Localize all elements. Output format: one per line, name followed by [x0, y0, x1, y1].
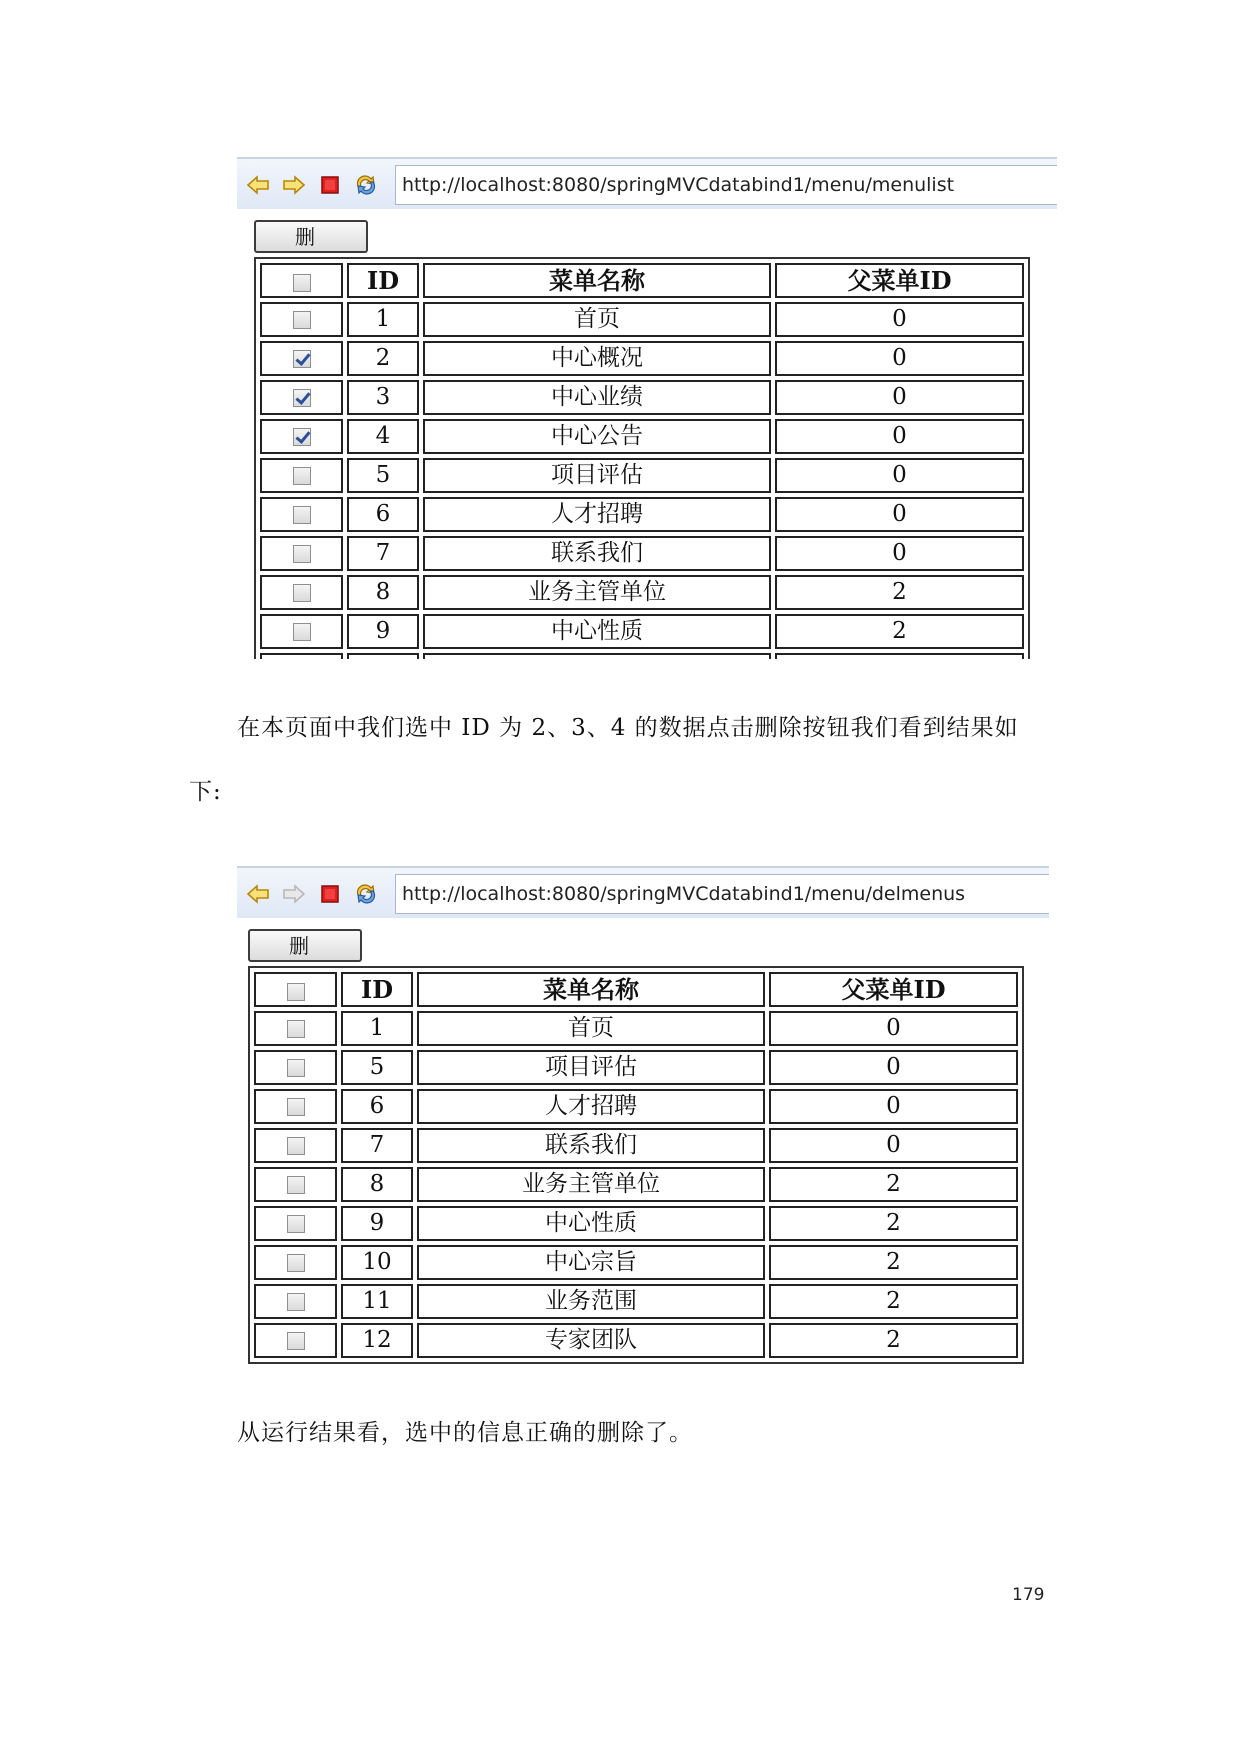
row-checkbox[interactable]: [287, 1020, 305, 1038]
stop-icon[interactable]: [317, 881, 343, 907]
row-id: 8: [347, 575, 419, 610]
row-parent-id: 0: [769, 1011, 1018, 1046]
header-parent-id: 父菜单ID: [775, 263, 1024, 298]
table-row: [254, 1245, 1018, 1280]
cut-cell: [347, 653, 419, 659]
row-checkbox[interactable]: [293, 545, 311, 563]
row-checkbox-cell[interactable]: [254, 1011, 337, 1046]
row-id: 5: [347, 458, 419, 493]
row-checkbox[interactable]: [293, 311, 311, 329]
header-name: 菜单名称: [417, 972, 765, 1007]
row-parent-id: 2: [769, 1167, 1018, 1202]
select-all-cell[interactable]: [254, 972, 337, 1007]
row-id: 9: [347, 614, 419, 649]
row-checkbox-cell[interactable]: [254, 1245, 337, 1280]
row-name: 中心业绩: [423, 380, 771, 415]
header-id: ID: [341, 972, 413, 1007]
cut-cell: [775, 653, 1024, 659]
row-name: 首页: [417, 1011, 765, 1046]
refresh-icon[interactable]: [353, 881, 379, 907]
forward-arrow-disabled-icon[interactable]: [281, 881, 307, 907]
address-bar[interactable]: http://localhost:8080/springMVCdatabind1/menu/menulist: [395, 165, 1057, 205]
row-checkbox-cell[interactable]: [254, 1284, 337, 1319]
row-checkbox-cell[interactable]: [260, 302, 343, 337]
row-parent-id: 0: [775, 302, 1024, 337]
row-parent-id: 0: [769, 1089, 1018, 1124]
row-checkbox[interactable]: [293, 506, 311, 524]
row-name: 中心概况: [423, 341, 771, 376]
row-checkbox-cell[interactable]: [260, 419, 343, 454]
row-parent-id: 0: [775, 380, 1024, 415]
table-row: [254, 1323, 1018, 1358]
row-name: 专家团队: [417, 1323, 765, 1358]
row-checkbox-cell[interactable]: [260, 497, 343, 532]
row-id: 12: [341, 1323, 413, 1358]
row-parent-id: 2: [775, 575, 1024, 610]
cut-cell: [260, 653, 343, 659]
row-name: 中心性质: [417, 1206, 765, 1241]
table-row-cut-off: [260, 653, 1024, 659]
row-id: 6: [347, 497, 419, 532]
table-row: [254, 1011, 1018, 1046]
row-parent-id: 0: [769, 1128, 1018, 1163]
stop-icon[interactable]: [317, 172, 343, 198]
browser-toolbar: [237, 866, 1049, 918]
row-parent-id: 2: [769, 1206, 1018, 1241]
row-id: 1: [347, 302, 419, 337]
cut-cell: [423, 653, 771, 659]
browser-toolbar: [237, 157, 1057, 209]
row-parent-id: 2: [769, 1284, 1018, 1319]
row-id: 7: [347, 536, 419, 571]
forward-arrow-icon[interactable]: [281, 172, 307, 198]
row-id: 7: [341, 1128, 413, 1163]
row-name: 业务主管单位: [417, 1167, 765, 1202]
row-checkbox-cell[interactable]: [260, 380, 343, 415]
paragraph-line-2: 下:: [189, 779, 222, 805]
row-id: 10: [341, 1245, 413, 1280]
table-header-row: [254, 972, 1018, 1007]
row-checkbox-cell[interactable]: [254, 1323, 337, 1358]
back-arrow-icon[interactable]: [245, 172, 271, 198]
row-name: 联系我们: [417, 1128, 765, 1163]
select-all-cell[interactable]: [260, 263, 343, 298]
row-checkbox[interactable]: [287, 1332, 305, 1350]
table-row: [260, 341, 1024, 376]
table-row: [254, 1089, 1018, 1124]
header-name: 菜单名称: [423, 263, 771, 298]
header-id: ID: [347, 263, 419, 298]
delete-button[interactable]: 删: [254, 220, 368, 253]
table-row: [254, 1284, 1018, 1319]
row-checkbox-cell[interactable]: [254, 1206, 337, 1241]
row-checkbox-cell[interactable]: [260, 575, 343, 610]
row-name: 中心宗旨: [417, 1245, 765, 1280]
row-checkbox[interactable]: [293, 584, 311, 602]
row-name: 首页: [423, 302, 771, 337]
select-all-checkbox[interactable]: [293, 274, 311, 292]
table-row: [260, 302, 1024, 337]
row-id: 9: [341, 1206, 413, 1241]
table-row: [260, 614, 1024, 649]
row-checkbox[interactable]: [287, 1293, 305, 1311]
row-name: 中心性质: [423, 614, 771, 649]
row-name: 项目评估: [423, 458, 771, 493]
table-row: [254, 1128, 1018, 1163]
row-checkbox[interactable]: [293, 623, 311, 641]
row-name: 业务范围: [417, 1284, 765, 1319]
row-parent-id: 0: [775, 419, 1024, 454]
table-row: [260, 419, 1024, 454]
back-arrow-icon[interactable]: [245, 881, 271, 907]
table-row: [260, 536, 1024, 571]
row-checkbox-cell[interactable]: [254, 1167, 337, 1202]
screenshot-menulist: [237, 157, 1057, 659]
row-name: 项目评估: [417, 1050, 765, 1085]
row-checkbox[interactable]: [287, 1215, 305, 1233]
row-id: 5: [341, 1050, 413, 1085]
paragraph-line-1: 在本页面中我们选中 ID 为 2、3、4 的数据点击删除按钮我们看到结果如: [237, 715, 1019, 741]
row-name: 人才招聘: [417, 1089, 765, 1124]
address-bar[interactable]: http://localhost:8080/springMVCdatabind1/menu/delmenus: [395, 874, 1049, 914]
table-row: [260, 497, 1024, 532]
row-id: 8: [341, 1167, 413, 1202]
refresh-icon[interactable]: [353, 172, 379, 198]
row-checkbox-cell[interactable]: [260, 536, 343, 571]
table-row: [260, 458, 1024, 493]
row-name: 业务主管单位: [423, 575, 771, 610]
row-checkbox-cell[interactable]: [254, 1089, 337, 1124]
row-id: 3: [347, 380, 419, 415]
row-name: 中心公告: [423, 419, 771, 454]
row-parent-id: 0: [775, 497, 1024, 532]
row-id: 6: [341, 1089, 413, 1124]
row-parent-id: 0: [769, 1050, 1018, 1085]
page-number: 179: [1012, 1585, 1045, 1605]
select-all-checkbox[interactable]: [287, 983, 305, 1001]
table-header-row: [260, 263, 1024, 298]
row-checkbox-checked[interactable]: [293, 389, 311, 407]
header-parent-id: 父菜单ID: [769, 972, 1018, 1007]
row-parent-id: 0: [775, 341, 1024, 376]
row-parent-id: 2: [769, 1245, 1018, 1280]
table-row: [254, 1206, 1018, 1241]
menu-table: [254, 257, 1030, 659]
row-name: 人才招聘: [423, 497, 771, 532]
table-row: [260, 575, 1024, 610]
row-checkbox[interactable]: [287, 1176, 305, 1194]
row-checkbox[interactable]: [293, 467, 311, 485]
row-checkbox-cell[interactable]: [260, 458, 343, 493]
row-checkbox[interactable]: [287, 1137, 305, 1155]
row-parent-id: 0: [775, 536, 1024, 571]
screenshot-delmenus: [237, 866, 1049, 1366]
row-parent-id: 0: [775, 458, 1024, 493]
row-checkbox[interactable]: [287, 1254, 305, 1272]
row-name: 联系我们: [423, 536, 771, 571]
delete-button[interactable]: 删: [248, 929, 362, 962]
row-id: 1: [341, 1011, 413, 1046]
table-row: [260, 380, 1024, 415]
table-row: [254, 1050, 1018, 1085]
row-checkbox[interactable]: [287, 1098, 305, 1116]
row-checkbox-checked[interactable]: [293, 428, 311, 446]
table-row: [254, 1167, 1018, 1202]
row-checkbox-checked[interactable]: [293, 350, 311, 368]
paragraph-conclusion: 从运行结果看，选中的信息正确的删除了。: [237, 1420, 693, 1446]
row-checkbox-cell[interactable]: [260, 341, 343, 376]
row-checkbox-cell[interactable]: [254, 1050, 337, 1085]
row-id: 4: [347, 419, 419, 454]
row-checkbox-cell[interactable]: [260, 614, 343, 649]
row-parent-id: 2: [769, 1323, 1018, 1358]
row-checkbox-cell[interactable]: [254, 1128, 337, 1163]
row-checkbox[interactable]: [287, 1059, 305, 1077]
menu-table: [248, 966, 1024, 1364]
row-id: 11: [341, 1284, 413, 1319]
row-id: 2: [347, 341, 419, 376]
row-parent-id: 2: [775, 614, 1024, 649]
